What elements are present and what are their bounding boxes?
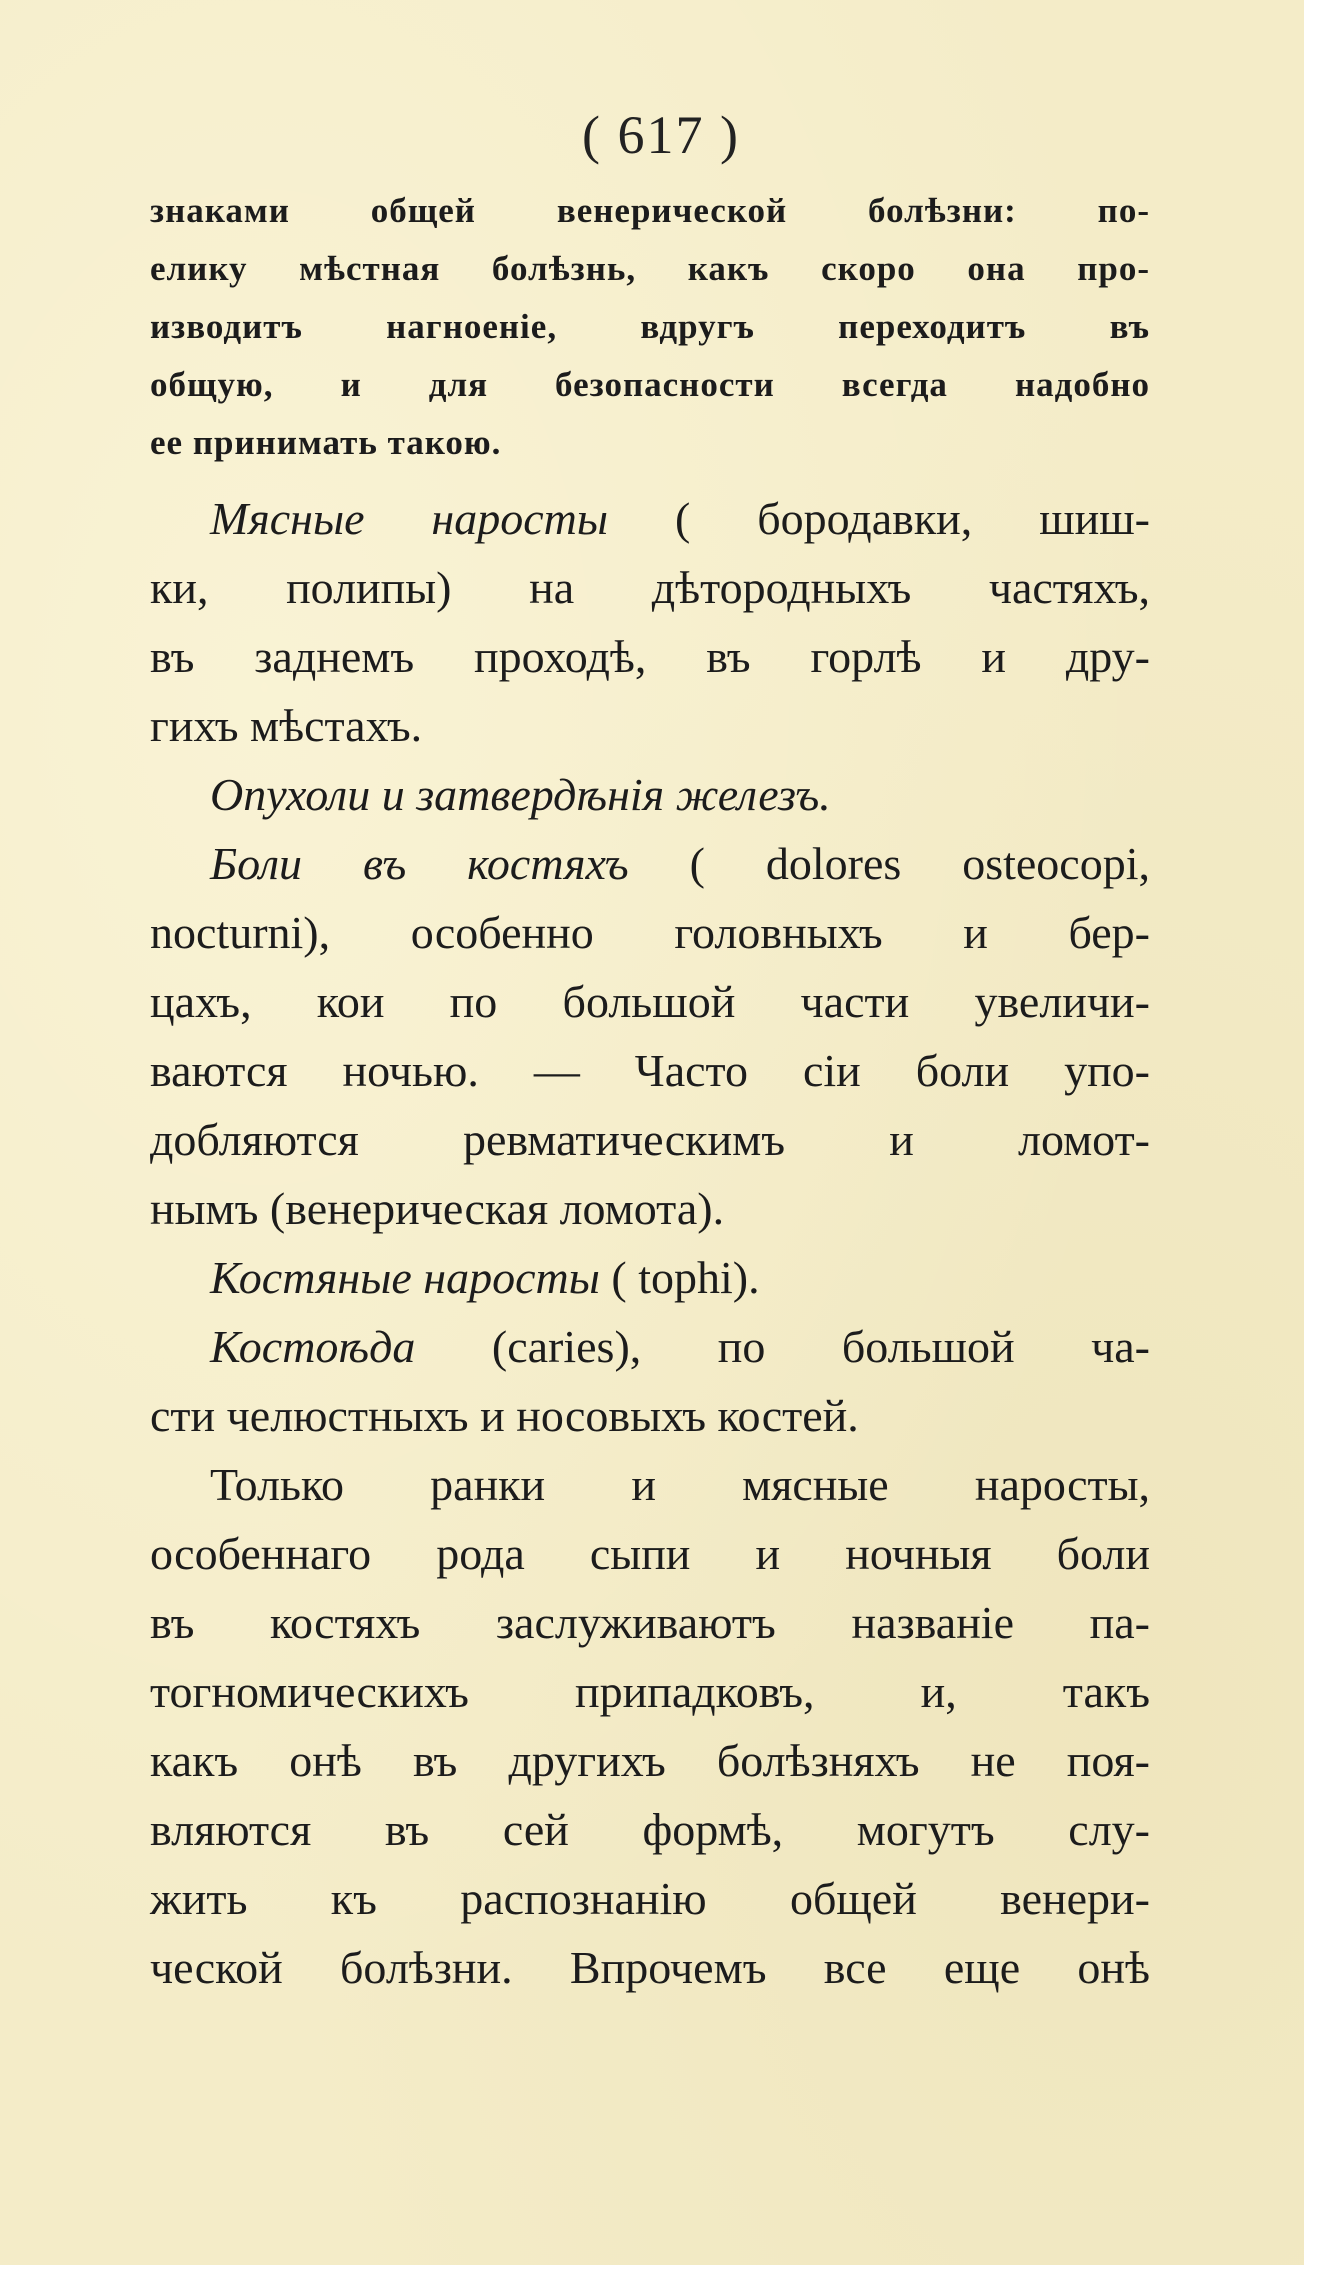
- scan-margin-bottom: [0, 2265, 1322, 2291]
- italic-term: Костоѣда: [210, 1321, 416, 1372]
- text-run: ( tophi).: [599, 1252, 760, 1303]
- text-run: ( бородавки, шиш-: [608, 493, 1150, 544]
- paragraph-bone-pains: [150, 829, 1150, 1243]
- paragraph-caries: [150, 1312, 1150, 1450]
- text-line: общую, и для безопасности всегда надобно: [150, 365, 1150, 404]
- italic-term: Мясные наросты: [210, 493, 609, 544]
- text-line: нымъ (венерическая ломота).: [150, 1183, 725, 1234]
- text-line: nocturni), особенно головныхъ и бер-: [150, 907, 1150, 958]
- paragraph-swellings: [150, 760, 1150, 829]
- text-line: добляются ревматическимъ и ломот-: [150, 1114, 1150, 1165]
- text-run: ( dolores osteocopi,: [628, 838, 1150, 889]
- text-line: въ заднемъ проходѣ, въ горлѣ и дру-: [150, 631, 1150, 682]
- italic-term: Опухоли и затвердѣнія железъ.: [210, 769, 831, 820]
- text-line: въ костяхъ заслуживаютъ названіе па-: [150, 1597, 1150, 1648]
- paragraph-mucous-growths: [150, 484, 1150, 760]
- paragraph-continuation: [150, 182, 1150, 472]
- scan-margin-right: [1304, 0, 1322, 2291]
- text-line: жить къ распознанію общей венери-: [150, 1873, 1150, 1924]
- text-line: ческой болѣзни. Впрочемъ все еще онѣ: [150, 1942, 1150, 1993]
- text-line: [150, 829, 1150, 898]
- text-line: гихъ мѣстахъ.: [150, 700, 423, 751]
- italic-term: Боли въ костяхъ: [210, 838, 629, 889]
- text-line: [150, 1312, 1150, 1381]
- paragraph-bone-growths: [150, 1243, 1150, 1312]
- text-line: вляются въ сей формѣ, могутъ слу-: [150, 1804, 1150, 1855]
- italic-term: Костяные наросты: [210, 1252, 600, 1303]
- text-line: [150, 484, 1150, 553]
- text-line: елику мѣстная болѣзнь, какъ скоро она про-: [150, 249, 1150, 288]
- text-line: знаками общей венерической болѣзни: по-: [150, 191, 1150, 230]
- text-line: тогномическихъ припадковъ, и, такъ: [150, 1666, 1150, 1717]
- text-line: какъ онѣ въ другихъ болѣзняхъ не поя-: [150, 1735, 1150, 1786]
- text-line: цахъ, кои по большой части увеличи-: [150, 976, 1150, 1027]
- paragraph-pathognomonic: [150, 1450, 1150, 2002]
- text-line: [150, 1243, 1150, 1312]
- text-line: Только ранки и мясные наросты,: [210, 1459, 1150, 1510]
- text-line: изводитъ нагноеніе, вдругъ переходитъ въ: [150, 307, 1150, 346]
- text-line: ваются ночью. — Часто сіи боли упо-: [150, 1045, 1150, 1096]
- text-line: ки, полипы) на дѣтородныхъ частяхъ,: [150, 562, 1150, 613]
- text-line: ее принимать такою.: [150, 423, 502, 462]
- text-line: [150, 760, 1150, 829]
- body-text: [150, 182, 1150, 2002]
- text-line: сти челюстныхъ и носовыхъ костей.: [150, 1390, 859, 1441]
- text-line: особеннаго рода сыпи и ночныя боли: [150, 1528, 1150, 1579]
- text-run: (caries), по большой ча-: [415, 1321, 1150, 1372]
- page-number: ( 617 ): [582, 105, 740, 165]
